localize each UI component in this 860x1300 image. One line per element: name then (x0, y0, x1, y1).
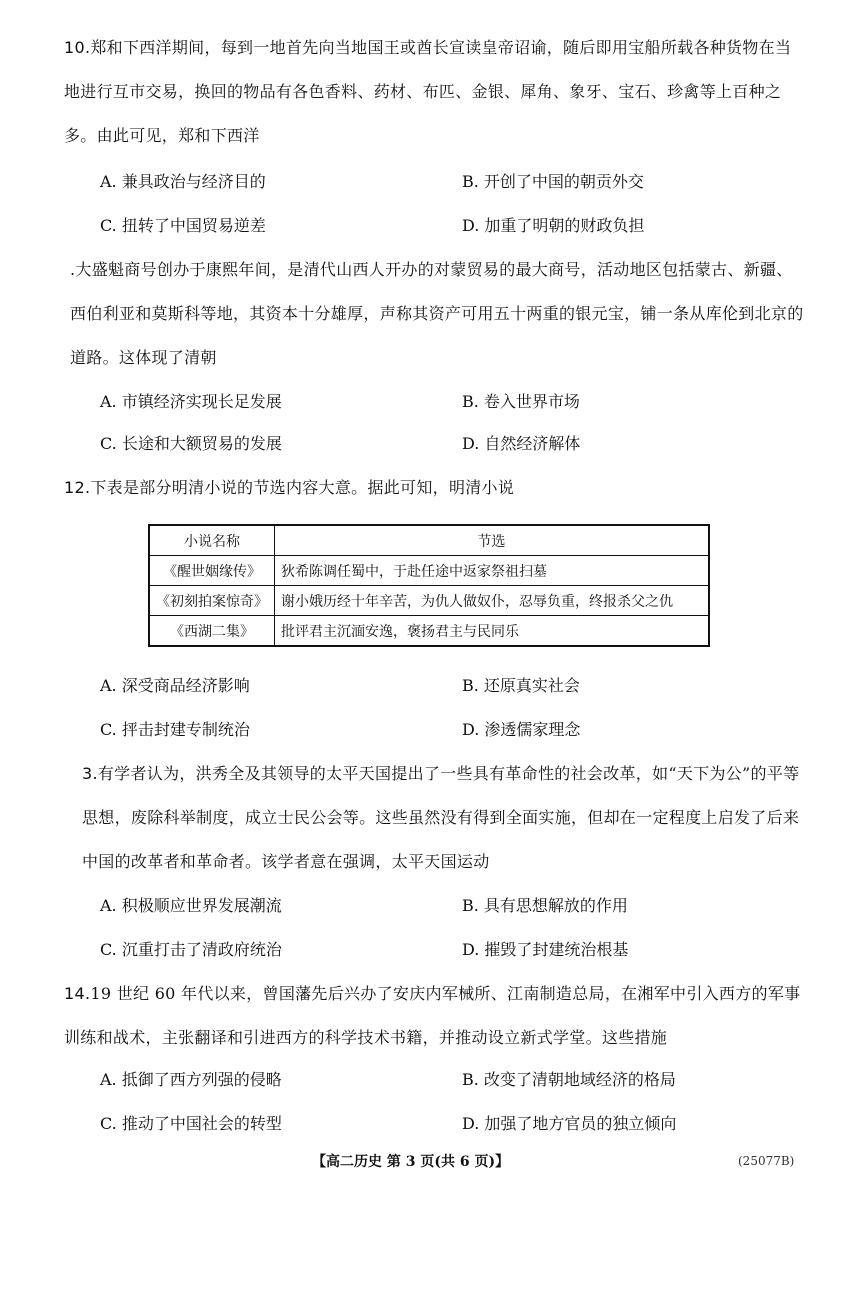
page-footer: 【高二历史 第 3 页(共 6 页)】 (312, 1154, 510, 1170)
question-13-option-b: B. 具有思想解放的作用 (462, 896, 628, 915)
question-14-option-d: D. 加强了地方官员的独立倾向 (462, 1114, 677, 1133)
question-text: 下表是部分明清小说的节选内容大意。据此可知，明清小说 (90, 478, 515, 497)
question-number: 10. (64, 38, 91, 57)
question-14-option-b: B. 改变了清朝地域经济的格局 (462, 1070, 676, 1089)
table-cell: 《西湖二集》 (149, 616, 275, 647)
question-12-option-b: B. 还原真实社会 (462, 676, 580, 695)
table-cell: 谢小娥历经十年辛苦，为仇人做奴仆，忍辱负重，终报杀父之仇 (275, 586, 710, 616)
exam-code: (25077B) (738, 1154, 795, 1168)
question-11-stem (70, 248, 804, 380)
table-header-cell: 节选 (275, 525, 710, 556)
question-10-option-b: B. 开创了中国的朝贡外交 (462, 172, 644, 191)
question-10-option-a: A. 兼具政治与经济目的 (100, 172, 266, 191)
table-cell: 批评君主沉湎安逸，褒扬君主与民同乐 (275, 616, 710, 647)
novel-excerpt-table (148, 524, 710, 647)
question-11-option-c: C. 长途和大额贸易的发展 (100, 434, 282, 453)
table-cell: 狄希陈调任蜀中，于赴任途中返家祭祖扫墓 (275, 556, 710, 586)
table-cell: 《醒世姻缘传》 (149, 556, 275, 586)
question-11-option-a: A. 市镇经济实现长足发展 (100, 392, 282, 411)
question-10-option-d: D. 加重了明朝的财政负担 (462, 216, 645, 235)
question-13-option-c: C. 沉重打击了清政府统治 (100, 940, 282, 959)
question-number: 14. (64, 984, 91, 1003)
table-cell: 《初刻拍案惊奇》 (149, 586, 275, 616)
question-text: 郑和下西洋期间，每到一地首先向当地国王或酋长宣读皇帝诏谕，随后即用宝船所载各种货物在当地进行互市交易，换回的物品有各色香料、药材、布匹、金银、犀角、象牙、宝石、珍禽等上百种之多。由此可见，郑和下西洋 (64, 38, 792, 145)
question-14-option-c: C. 推动了中国社会的转型 (100, 1114, 282, 1133)
question-14-option-a: A. 抵御了西方列强的侵略 (100, 1070, 282, 1089)
question-12-option-c: C. 抨击封建专制统治 (100, 720, 250, 739)
question-number: . (70, 260, 76, 279)
table-header-cell: 小说名称 (149, 525, 275, 556)
question-12-option-d: D. 渗透儒家理念 (462, 720, 581, 739)
question-13-option-d: D. 摧毁了封建统治根基 (462, 940, 629, 959)
question-text: 19 世纪 60 年代以来，曾国藩先后兴办了安庆内军械所、江南制造总局，在湘军中引入西方的军事训练和战术，主张翻译和引进西方的科学技术书籍，并推动设立新式学堂。这些措施 (64, 984, 801, 1047)
question-11-option-d: D. 自然经济解体 (462, 434, 581, 453)
question-14-stem (64, 972, 804, 1060)
question-13-stem (82, 752, 804, 884)
question-text: 有学者认为，洪秀全及其领导的太平天国提出了一些具有革命性的社会改革，如“天下为公”的平等思想，废除科举制度，成立士民公会等。这些虽然没有得到全面实施，但却在一定程度上启发了后来中国的改革者和革命者。该学者意在强调，太平天国运动 (82, 764, 800, 871)
question-10-option-c: C. 扭转了中国贸易逆差 (100, 216, 266, 235)
question-12-stem (64, 466, 804, 510)
table-row (149, 616, 709, 647)
question-13-option-a: A. 积极顺应世界发展潮流 (100, 896, 282, 915)
table-row (149, 586, 709, 616)
question-number: 3. (82, 764, 98, 783)
question-11-option-b: B. 卷入世界市场 (462, 392, 580, 411)
question-12-option-a: A. 深受商品经济影响 (100, 676, 250, 695)
question-text: 大盛魁商号创办于康熙年间，是清代山西人开办的对蒙贸易的最大商号，活动地区包括蒙古、新疆、西伯利亚和莫斯科等地，其资本十分雄厚，声称其资产可用五十两重的银元宝，铺一条从库伦到北京的道路。这体现了清朝 (70, 260, 804, 367)
table-row (149, 556, 709, 586)
question-number: 12. (64, 478, 91, 497)
question-10-stem (64, 26, 804, 158)
table-header-row (149, 525, 709, 556)
